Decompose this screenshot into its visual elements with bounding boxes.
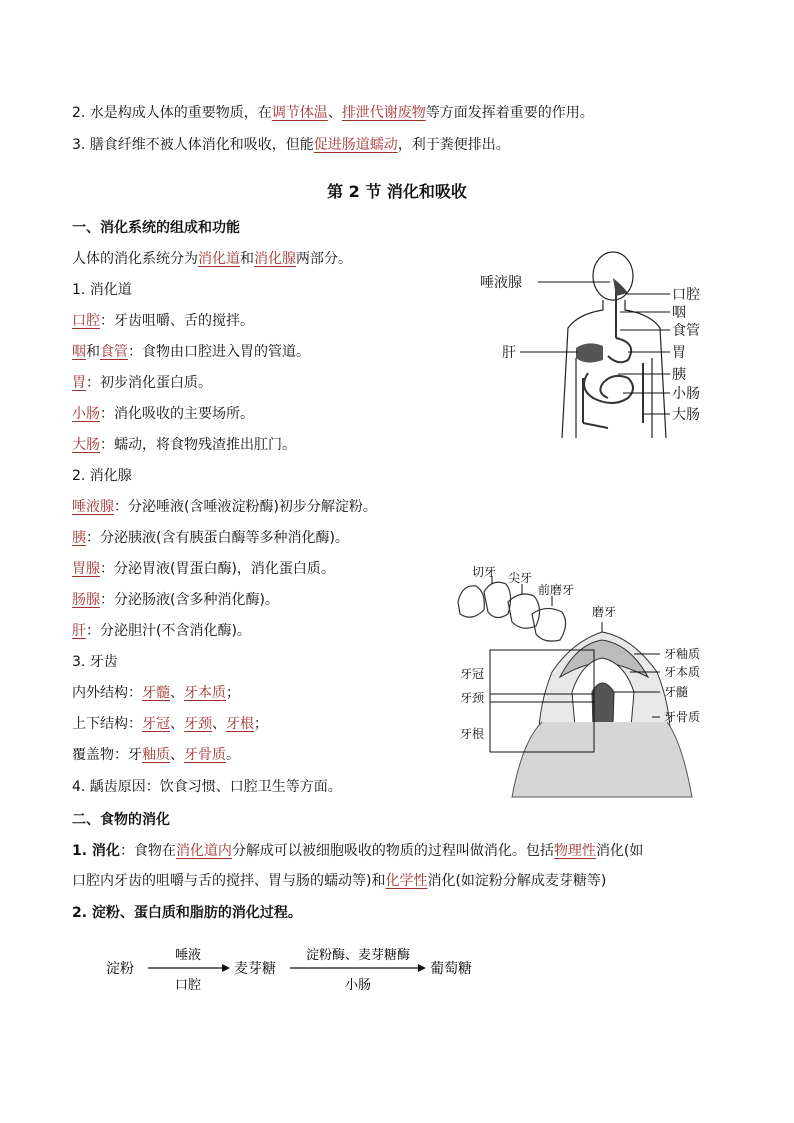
label-molar: 磨牙 bbox=[592, 605, 617, 619]
keyword: 牙髓 bbox=[142, 685, 170, 701]
tract-heading: 1. 消化道 bbox=[72, 282, 132, 298]
gland-item bbox=[72, 497, 377, 517]
flow-arrow2-top: 淀粉酶、麦芽糖酶 bbox=[305, 948, 411, 963]
text: 消化(如 bbox=[595, 843, 644, 859]
keyword: 胃腺 bbox=[72, 561, 100, 577]
flow-arrowhead-2 bbox=[418, 964, 426, 972]
text: 等方面发挥着重要的作用。 bbox=[425, 105, 594, 121]
term: 1. 消化 bbox=[72, 843, 120, 859]
text: 上下结构： bbox=[72, 716, 142, 732]
digestion-definition-cont bbox=[72, 871, 606, 891]
tract-item bbox=[72, 311, 254, 331]
text: ：食物在 bbox=[119, 843, 176, 859]
label-large-intestine: 大肠 bbox=[672, 407, 700, 423]
text: 两部分。 bbox=[296, 251, 352, 267]
text: ； bbox=[254, 716, 268, 732]
text: 和 bbox=[86, 344, 100, 360]
text: 、 bbox=[170, 716, 184, 732]
keyword: 肝 bbox=[72, 623, 86, 639]
text: 覆盖物：牙 bbox=[72, 747, 142, 763]
text: ：分泌唾液(含唾液淀粉酶)初步分解淀粉。 bbox=[114, 499, 377, 515]
label-liver: 肝 bbox=[502, 345, 516, 361]
text: 、 bbox=[327, 105, 342, 121]
keyword: 消化道 bbox=[198, 251, 240, 267]
keyword: 促进肠道蠕动 bbox=[313, 137, 398, 153]
label-pharynx: 咽 bbox=[672, 305, 686, 321]
label-cementum: 牙骨质 bbox=[664, 710, 701, 724]
text: ：分泌肠液(含多种消化酶)。 bbox=[100, 592, 279, 608]
label-canine: 尖牙 bbox=[508, 571, 533, 585]
gland-item bbox=[72, 621, 251, 641]
text: ：初步消化蛋白质。 bbox=[86, 375, 212, 391]
text: 人体的消化系统分为 bbox=[72, 251, 198, 267]
keyword: 胰 bbox=[72, 530, 86, 546]
starch-digestion-flow bbox=[100, 940, 520, 1000]
digestion-definition bbox=[72, 841, 643, 861]
text: 消化(如淀粉分解成麦芽糖等) bbox=[427, 873, 607, 889]
text: ：消化吸收的主要场所。 bbox=[100, 406, 254, 422]
water-line bbox=[72, 103, 594, 123]
teeth-covering bbox=[72, 745, 240, 765]
text: 3. 膳食纤维不被人体消化和吸收，但能 bbox=[72, 137, 314, 153]
keyword: 食管 bbox=[100, 344, 128, 360]
text: ：蠕动，将食物残渣推出肛门。 bbox=[100, 437, 296, 453]
text: ：牙齿咀嚼、舌的搅拌。 bbox=[100, 313, 254, 329]
caries-line: 4. 龋齿原因：饮食习惯、口腔卫生等方面。 bbox=[72, 779, 342, 795]
keyword: 胃 bbox=[72, 375, 86, 391]
keyword: 釉质 bbox=[142, 747, 170, 763]
label-stomach: 胃 bbox=[672, 345, 686, 361]
text: ：分泌胃液(胃蛋白酶)，消化蛋白质。 bbox=[100, 561, 335, 577]
tract-item bbox=[72, 435, 296, 455]
keyword: 唾液腺 bbox=[72, 499, 114, 515]
keyword: 口腔 bbox=[72, 313, 100, 329]
label-mouth: 口腔 bbox=[672, 287, 700, 303]
text: 口腔内牙齿的咀嚼与舌的搅拌、胃与肠的蠕动等)和 bbox=[72, 873, 386, 889]
keyword: 小肠 bbox=[72, 406, 100, 422]
tract-item bbox=[72, 373, 212, 393]
keyword: 消化道内 bbox=[175, 843, 232, 859]
keyword: 大肠 bbox=[72, 437, 100, 453]
tooth-structure-figure bbox=[452, 562, 722, 802]
flow-start: 淀粉 bbox=[106, 961, 134, 977]
text: ，利于粪便排出。 bbox=[397, 137, 510, 153]
fiber-line bbox=[72, 135, 510, 155]
flow-end: 葡萄糖 bbox=[430, 961, 472, 977]
keyword: 排泄代谢废物 bbox=[341, 105, 426, 121]
keyword: 牙根 bbox=[226, 716, 254, 732]
system-intro bbox=[72, 249, 352, 269]
keyword: 物理性 bbox=[553, 843, 596, 859]
tract-item bbox=[72, 342, 310, 362]
label-dentin: 牙本质 bbox=[664, 665, 701, 679]
flow-arrow2-bottom: 小肠 bbox=[344, 978, 372, 993]
label-esophagus: 食管 bbox=[672, 323, 700, 339]
keyword: 肠腺 bbox=[72, 592, 100, 608]
part2-heading: 二、食物的消化 bbox=[72, 812, 170, 828]
text: 内外结构： bbox=[72, 685, 142, 701]
text: 2. 水是构成人体的重要物质，在 bbox=[72, 105, 272, 121]
gland-heading: 2. 消化腺 bbox=[72, 468, 132, 484]
label-enamel: 牙釉质 bbox=[664, 647, 701, 661]
keyword: 调节体温 bbox=[271, 105, 328, 121]
keyword: 化学性 bbox=[385, 873, 428, 889]
label-small-intestine: 小肠 bbox=[672, 386, 700, 402]
flow-arrowhead-1 bbox=[222, 964, 230, 972]
gland-item bbox=[72, 590, 279, 610]
tract-item bbox=[72, 404, 254, 424]
text: ：分泌胆汁(不含消化酶)。 bbox=[86, 623, 251, 639]
label-salivary-gland: 唾液腺 bbox=[480, 275, 522, 291]
text: ：分泌胰液(含有胰蛋白酶等多种消化酶)。 bbox=[86, 530, 349, 546]
label-incisor: 切牙 bbox=[472, 565, 497, 579]
label-pulp: 牙髓 bbox=[664, 685, 689, 699]
text: 。 bbox=[226, 747, 240, 763]
keyword: 牙冠 bbox=[142, 716, 170, 732]
keyword: 牙颈 bbox=[184, 716, 212, 732]
flow-arrow1-bottom: 口腔 bbox=[174, 978, 202, 993]
text: 、 bbox=[170, 685, 184, 701]
gland-item bbox=[72, 559, 335, 579]
process-heading: 2. 淀粉、蛋白质和脂肪的消化过程。 bbox=[72, 905, 302, 921]
label-crown: 牙冠 bbox=[460, 667, 485, 681]
flow-arrow1-top: 唾液 bbox=[174, 948, 202, 963]
label-pancreas: 胰 bbox=[672, 367, 686, 383]
section-title: 第 2 节 消化和吸收 bbox=[327, 182, 467, 201]
text: 、 bbox=[212, 716, 226, 732]
keyword: 牙骨质 bbox=[184, 747, 226, 763]
liver-shape bbox=[576, 343, 603, 362]
label-root: 牙根 bbox=[460, 727, 485, 741]
text: ：食物由口腔进入胃的管道。 bbox=[128, 344, 310, 360]
keyword: 咽 bbox=[72, 344, 86, 360]
flow-mid: 麦芽糖 bbox=[234, 961, 276, 977]
text: 和 bbox=[240, 251, 254, 267]
text: ； bbox=[226, 685, 240, 701]
keyword: 牙本质 bbox=[184, 685, 226, 701]
teeth-structure-inner bbox=[72, 683, 240, 703]
label-premolar: 前磨牙 bbox=[538, 583, 575, 597]
gland-item bbox=[72, 528, 349, 548]
text: 分解成可以被细胞吸收的物质的过程叫做消化。包括 bbox=[231, 843, 554, 859]
teeth-heading: 3. 牙齿 bbox=[72, 654, 118, 670]
digestive-system-figure bbox=[478, 248, 718, 448]
teeth-structure-vertical bbox=[72, 714, 268, 734]
keyword: 消化腺 bbox=[254, 251, 296, 267]
text: 、 bbox=[170, 747, 184, 763]
part1-heading: 一、消化系统的组成和功能 bbox=[72, 220, 240, 236]
label-neck: 牙颈 bbox=[460, 691, 485, 705]
